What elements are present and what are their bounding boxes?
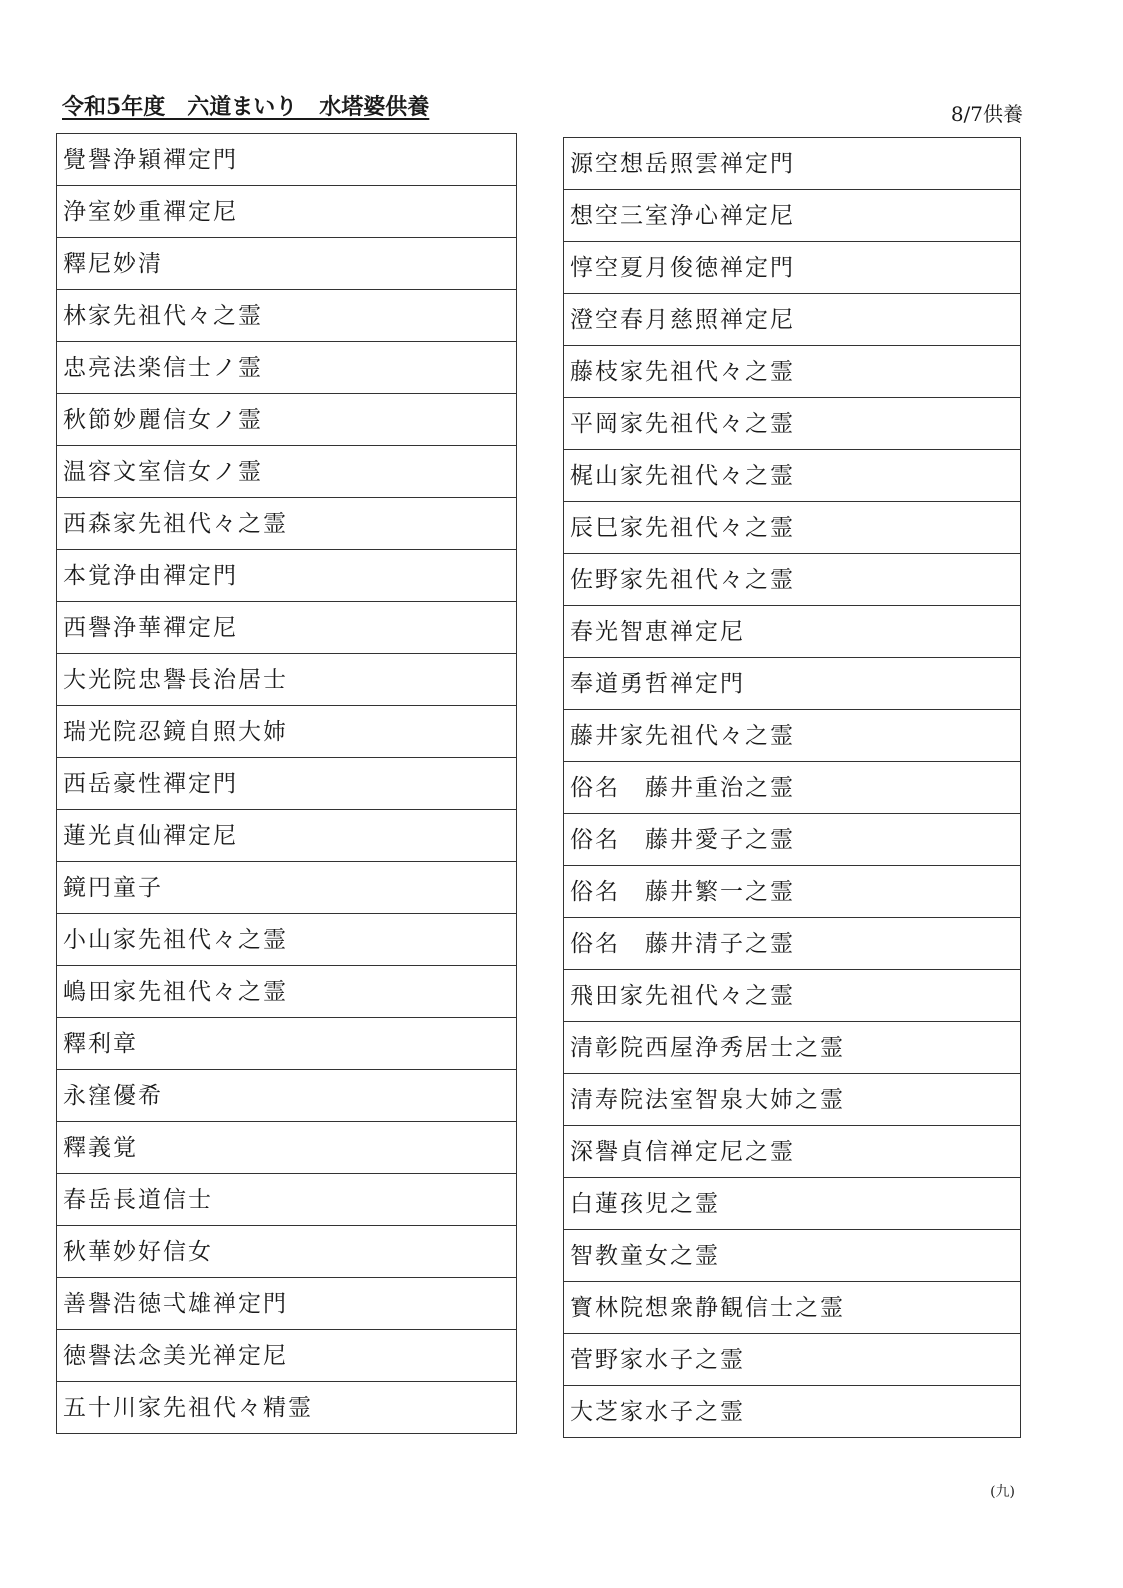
name-entry: 西譽浄華禪定尼 <box>57 602 516 654</box>
name-entry: 春岳長道信士 <box>57 1174 516 1226</box>
name-entry: 釋利章 <box>57 1018 516 1070</box>
name-entry: 智教童女之霊 <box>564 1230 1020 1282</box>
name-entry: 想空三室浄心禅定尼 <box>564 190 1020 242</box>
page-title: 令和5年度 六道まいり 水塔婆供養 <box>62 94 430 120</box>
name-entry: 嶋田家先祖代々之霊 <box>57 966 516 1018</box>
name-entry: 源空想岳照雲禅定門 <box>564 138 1020 190</box>
name-entry: 藤井家先祖代々之霊 <box>564 710 1020 762</box>
name-entry: 澄空春月慈照禅定尼 <box>564 294 1020 346</box>
name-entry: 西岳豪性禪定門 <box>57 758 516 810</box>
offering-date: 8/7供養 <box>950 102 1023 126</box>
name-entry: 秋節妙麗信女ノ霊 <box>57 394 516 446</box>
name-entry: 西森家先祖代々之霊 <box>57 498 516 550</box>
name-entry: 平岡家先祖代々之霊 <box>564 398 1020 450</box>
name-entry: 清彰院西屋浄秀居士之霊 <box>564 1022 1020 1074</box>
name-entry: 俗名 藤井愛子之霊 <box>564 814 1020 866</box>
name-entry: 俗名 藤井繁一之霊 <box>564 866 1020 918</box>
name-entry: 飛田家先祖代々之霊 <box>564 970 1020 1022</box>
name-entry: 本覚浄由禪定門 <box>57 550 516 602</box>
name-entry: 菅野家水子之霊 <box>564 1334 1020 1386</box>
name-entry: 清寿院法室智泉大姉之霊 <box>564 1074 1020 1126</box>
name-entry: 小山家先祖代々之霊 <box>57 914 516 966</box>
name-entry: 寳林院想衆静観信士之霊 <box>564 1282 1020 1334</box>
name-entry: 蓮光貞仙禪定尼 <box>57 810 516 862</box>
name-entry: 瑞光院忍鏡自照大姉 <box>57 706 516 758</box>
name-entry: 善譽浩徳弌雄禅定門 <box>57 1278 516 1330</box>
name-entry: 釋義覚 <box>57 1122 516 1174</box>
name-entry: 俗名 藤井重治之霊 <box>564 762 1020 814</box>
name-entry: 藤枝家先祖代々之霊 <box>564 346 1020 398</box>
name-entry: 徳譽法念美光禅定尼 <box>57 1330 516 1382</box>
name-entry: 佐野家先祖代々之霊 <box>564 554 1020 606</box>
name-entry: 大光院忠譽長治居士 <box>57 654 516 706</box>
name-entry: 鏡円童子 <box>57 862 516 914</box>
right-name-list <box>563 137 1021 1438</box>
page-number: (九) <box>990 1484 1015 1500</box>
name-entry: 惇空夏月俊徳禅定門 <box>564 242 1020 294</box>
name-entry: 春光智恵禅定尼 <box>564 606 1020 658</box>
name-entry: 林家先祖代々之霊 <box>57 290 516 342</box>
name-entry: 五十川家先祖代々精霊 <box>57 1382 516 1434</box>
name-entry: 大芝家水子之霊 <box>564 1386 1020 1438</box>
name-entry: 覺譽浄穎禪定門 <box>57 134 516 186</box>
name-entry: 秋華妙好信女 <box>57 1226 516 1278</box>
left-name-list <box>56 133 517 1434</box>
name-entry: 深譽貞信禅定尼之霊 <box>564 1126 1020 1178</box>
name-entry: 白蓮孩児之霊 <box>564 1178 1020 1230</box>
name-entry: 浄室妙重禪定尼 <box>57 186 516 238</box>
name-entry: 梶山家先祖代々之霊 <box>564 450 1020 502</box>
name-entry: 釋尼妙清 <box>57 238 516 290</box>
name-entry: 温容文室信女ノ霊 <box>57 446 516 498</box>
name-entry: 俗名 藤井清子之霊 <box>564 918 1020 970</box>
name-entry: 辰巳家先祖代々之霊 <box>564 502 1020 554</box>
name-entry: 忠亮法楽信士ノ霊 <box>57 342 516 394</box>
name-entry: 永窪優希 <box>57 1070 516 1122</box>
name-entry: 奉道勇哲禅定門 <box>564 658 1020 710</box>
